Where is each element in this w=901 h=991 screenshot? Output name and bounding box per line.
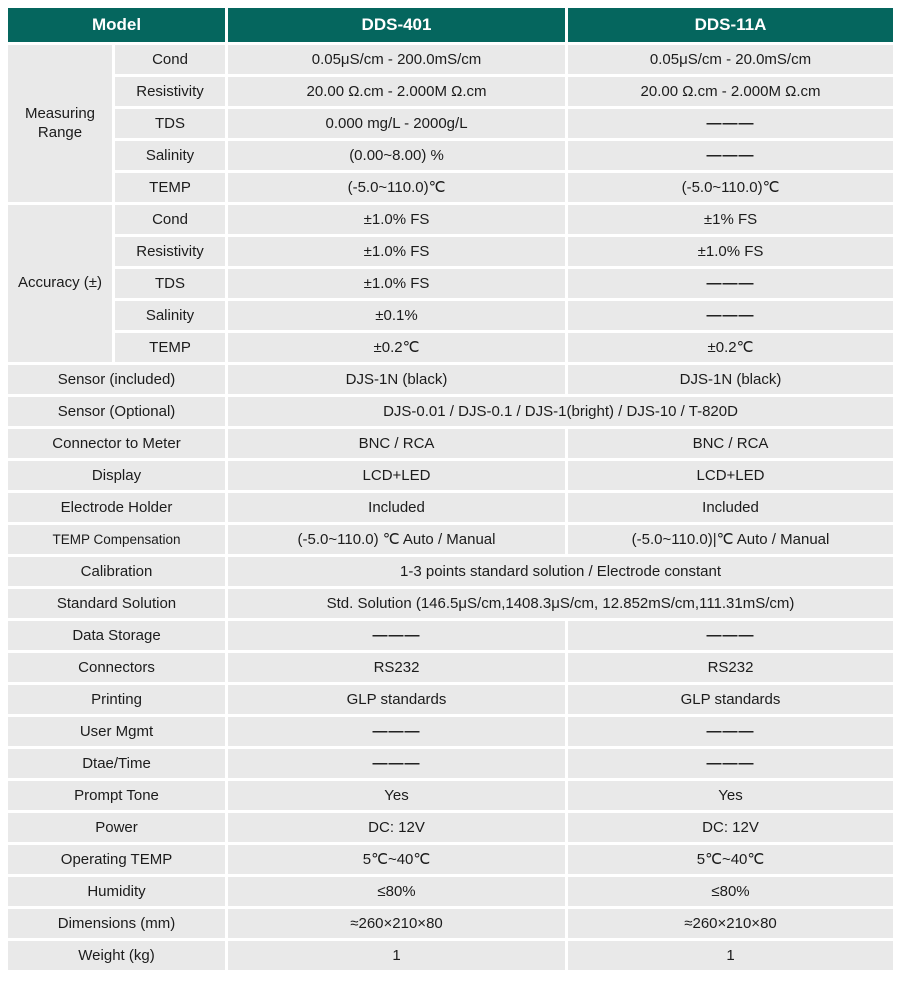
value-dds11a: 0.05μS/cm - 20.0mS/cm — [568, 45, 893, 74]
value-dds401: 0.000 mg/L - 2000g/L — [228, 109, 565, 138]
value-dds401: 0.05μS/cm - 200.0mS/cm — [228, 45, 565, 74]
param-label: TDS — [115, 109, 225, 138]
value-dds11a: ——— — [568, 301, 893, 330]
measuring-range-row-resistivity — [8, 77, 893, 106]
header-dds11a: DDS-11A — [568, 8, 893, 42]
group-label-accuracy: Accuracy (±) — [8, 205, 112, 362]
spec-row-humidity — [8, 877, 893, 906]
value-dds401: ——— — [228, 749, 565, 778]
value-dds401: BNC / RCA — [228, 429, 565, 458]
row-label: Prompt Tone — [8, 781, 225, 810]
value-dds11a: ≤80% — [568, 877, 893, 906]
value-dds11a: ±1% FS — [568, 205, 893, 234]
spec-row-electrode-holder — [8, 493, 893, 522]
row-label: Data Storage — [8, 621, 225, 650]
value-dds11a: LCD+LED — [568, 461, 893, 490]
row-label: User Mgmt — [8, 717, 225, 746]
value-dds11a: RS232 — [568, 653, 893, 682]
value-both: 1-3 points standard solution / Electrode constant — [228, 557, 893, 586]
spec-row-prompt-tone — [8, 781, 893, 810]
value-dds401: ±0.2℃ — [228, 333, 565, 362]
value-dds401: DC: 12V — [228, 813, 565, 842]
spec-row-user-mgmt — [8, 717, 893, 746]
accuracy-row-temp — [8, 333, 893, 362]
spec-row-temp-compensation — [8, 525, 893, 554]
header-model: Model — [8, 8, 225, 42]
value-dds401: GLP standards — [228, 685, 565, 714]
value-dds11a: BNC / RCA — [568, 429, 893, 458]
row-label: TEMP Compensation — [8, 525, 225, 554]
spec-row-operating-temp — [8, 845, 893, 874]
value-dds11a: ±1.0% FS — [568, 237, 893, 266]
param-label: Resistivity — [115, 237, 225, 266]
param-label: TDS — [115, 269, 225, 298]
value-dds11a: ±0.2℃ — [568, 333, 893, 362]
spec-row-data-storage — [8, 621, 893, 650]
spec-row-weight — [8, 941, 893, 970]
value-dds11a: GLP standards — [568, 685, 893, 714]
row-label: Sensor (Optional) — [8, 397, 225, 426]
row-label: Connector to Meter — [8, 429, 225, 458]
spec-row-power — [8, 813, 893, 842]
param-label: Cond — [115, 45, 225, 74]
accuracy-row-resistivity — [8, 237, 893, 266]
param-label: TEMP — [115, 333, 225, 362]
value-dds401: DJS-1N (black) — [228, 365, 565, 394]
group-label-measuring-range: Measuring Range — [8, 45, 112, 202]
value-dds11a: ——— — [568, 141, 893, 170]
value-dds11a: 5℃~40℃ — [568, 845, 893, 874]
spec-row-sensor-included — [8, 365, 893, 394]
accuracy-row-tds — [8, 269, 893, 298]
value-dds401: ——— — [228, 717, 565, 746]
spec-table — [5, 5, 896, 973]
spec-row-sensor-optional — [8, 397, 893, 426]
param-label: Salinity — [115, 141, 225, 170]
value-dds11a: ——— — [568, 749, 893, 778]
param-label: Cond — [115, 205, 225, 234]
value-dds11a: (-5.0~110.0)|℃ Auto / Manual — [568, 525, 893, 554]
row-label: Display — [8, 461, 225, 490]
row-label: Standard Solution — [8, 589, 225, 618]
value-dds401: ——— — [228, 621, 565, 650]
value-dds11a: Included — [568, 493, 893, 522]
header-row — [8, 8, 893, 42]
value-dds11a: DJS-1N (black) — [568, 365, 893, 394]
value-dds11a: Yes — [568, 781, 893, 810]
value-dds11a: (-5.0~110.0)℃ — [568, 173, 893, 202]
value-dds11a: ≈260×210×80 — [568, 909, 893, 938]
value-dds11a: ——— — [568, 109, 893, 138]
value-dds401: ≤80% — [228, 877, 565, 906]
spec-row-standard-solution — [8, 589, 893, 618]
spec-row-connector-to-meter — [8, 429, 893, 458]
value-dds401: ±1.0% FS — [228, 205, 565, 234]
row-label: Electrode Holder — [8, 493, 225, 522]
measuring-range-row-cond — [8, 45, 893, 74]
value-dds11a: ——— — [568, 621, 893, 650]
value-dds401: 20.00 Ω.cm - 2.000M Ω.cm — [228, 77, 565, 106]
value-dds401: (0.00~8.00) % — [228, 141, 565, 170]
row-label: Sensor (included) — [8, 365, 225, 394]
header-dds401: DDS-401 — [228, 8, 565, 42]
value-dds401: ±1.0% FS — [228, 269, 565, 298]
spec-row-display — [8, 461, 893, 490]
row-label: Printing — [8, 685, 225, 714]
value-dds401: 1 — [228, 941, 565, 970]
spec-row-connectors — [8, 653, 893, 682]
spec-row-dtae-time — [8, 749, 893, 778]
measuring-range-row-temp — [8, 173, 893, 202]
row-label: Dtae/Time — [8, 749, 225, 778]
value-dds401: LCD+LED — [228, 461, 565, 490]
value-dds401: ±1.0% FS — [228, 237, 565, 266]
value-dds401: 5℃~40℃ — [228, 845, 565, 874]
value-dds401: (-5.0~110.0) ℃ Auto / Manual — [228, 525, 565, 554]
value-dds11a: 1 — [568, 941, 893, 970]
row-label: Connectors — [8, 653, 225, 682]
value-dds401: ≈260×210×80 — [228, 909, 565, 938]
accuracy-row-cond — [8, 205, 893, 234]
row-label: Weight (kg) — [8, 941, 225, 970]
measuring-range-row-salinity — [8, 141, 893, 170]
spec-row-calibration — [8, 557, 893, 586]
value-dds11a: 20.00 Ω.cm - 2.000M Ω.cm — [568, 77, 893, 106]
param-label: Salinity — [115, 301, 225, 330]
value-dds401: RS232 — [228, 653, 565, 682]
row-label: Humidity — [8, 877, 225, 906]
measuring-range-row-tds — [8, 109, 893, 138]
value-dds401: ±0.1% — [228, 301, 565, 330]
value-dds401: Yes — [228, 781, 565, 810]
value-dds11a: ——— — [568, 717, 893, 746]
accuracy-row-salinity — [8, 301, 893, 330]
value-dds11a: ——— — [568, 269, 893, 298]
row-label: Dimensions (mm) — [8, 909, 225, 938]
row-label: Power — [8, 813, 225, 842]
param-label: TEMP — [115, 173, 225, 202]
param-label: Resistivity — [115, 77, 225, 106]
value-dds401: Included — [228, 493, 565, 522]
spec-row-dimensions — [8, 909, 893, 938]
value-dds11a: DC: 12V — [568, 813, 893, 842]
value-both: DJS-0.01 / DJS-0.1 / DJS-1(bright) / DJS-10 / T-820D — [228, 397, 893, 426]
spec-row-printing — [8, 685, 893, 714]
row-label: Calibration — [8, 557, 225, 586]
row-label: Operating TEMP — [8, 845, 225, 874]
value-dds401: (-5.0~110.0)℃ — [228, 173, 565, 202]
value-both: Std. Solution (146.5μS/cm,1408.3μS/cm, 12.852mS/cm,111.31mS/cm) — [228, 589, 893, 618]
